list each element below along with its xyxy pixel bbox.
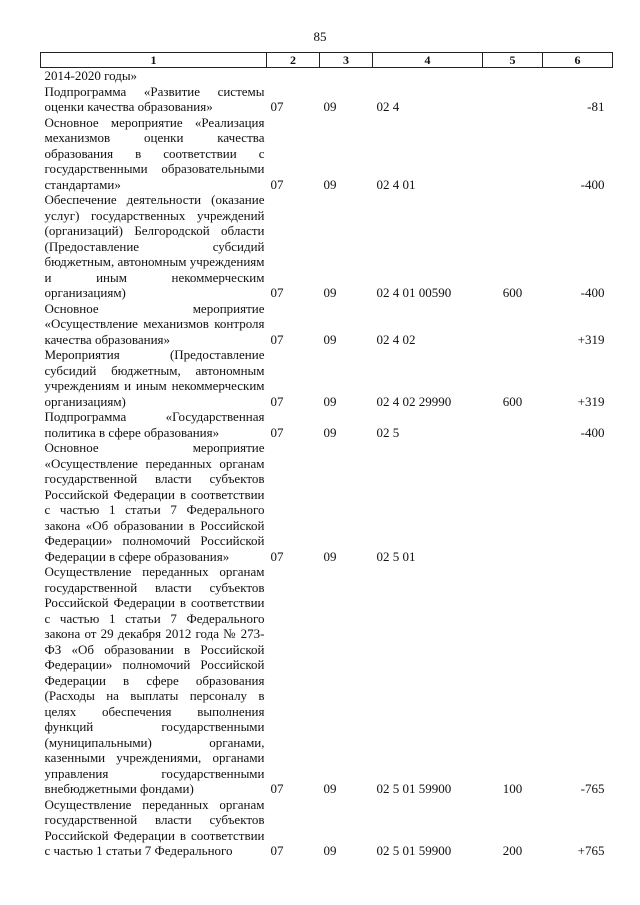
row-name: Основное мероприятие «Осуществление механизмов контроля качества образования»: [44, 300, 265, 347]
row-target-code: 02 5 01 59900: [376, 781, 452, 796]
row-section: 07: [270, 393, 284, 409]
header-col-4: 4: [373, 53, 483, 68]
budget-table: [40, 52, 613, 859]
row-expense-type: 600: [502, 393, 523, 409]
row-amount: +319: [577, 331, 605, 347]
row-section: 07: [270, 331, 284, 347]
row-target-code: [373, 68, 483, 84]
row-subsection: 09: [323, 176, 337, 192]
row-expense-type: [483, 440, 543, 564]
table-header: [41, 53, 613, 68]
row-amount: [543, 440, 613, 564]
table-row: [41, 84, 613, 115]
row-target-code: 02 5 01 59900: [376, 843, 452, 858]
row-expense-type: [483, 301, 543, 348]
row-expense-type: 200: [502, 843, 523, 858]
row-name: Подпрограмма «Развитие системы оценки качества образования»: [44, 83, 265, 114]
row-section: 07: [270, 781, 284, 796]
row-section: 07: [270, 548, 284, 564]
row-section: 07: [270, 99, 284, 114]
row-expense-type: 600: [502, 285, 523, 300]
row-subsection: 09: [323, 843, 337, 858]
header-col-6: 6: [543, 53, 613, 68]
table-row: [41, 192, 613, 301]
header-col-2: 2: [267, 53, 320, 68]
row-target-code: 02 4 02 29990: [376, 393, 452, 409]
table-row: [41, 440, 613, 564]
row-name: Основное мероприятие «Осуществление переданных органам государственной власти субъектов Российской Федерации в соответствии с частью 1 статьи 7 Федерального закона «Об образовании в Российской Федерации» полномочий Российской Федерации в сфере образования»: [44, 440, 265, 564]
table-row: [41, 68, 613, 84]
row-name: Основное мероприятие «Реализация механизмов оценки качества образования в соответствии с государственными образовательными стандартами»: [44, 114, 265, 192]
row-amount: +765: [577, 843, 605, 858]
row-expense-type: 100: [502, 781, 523, 796]
row-section: 07: [270, 843, 284, 858]
row-amount: -765: [580, 781, 605, 796]
row-expense-type: [483, 68, 543, 84]
row-subsection: 09: [323, 393, 337, 409]
table-row: [41, 347, 613, 409]
row-target-code: 02 4: [376, 99, 400, 114]
row-target-code: 02 5: [376, 424, 400, 440]
header-col-5: 5: [483, 53, 543, 68]
row-amount: +319: [577, 393, 605, 409]
row-target-code: 02 4 01: [376, 176, 416, 192]
table-row: [41, 564, 613, 797]
row-name: Осуществление переданных органам государственной власти субъектов Российской Федерации в соответствии с частью 1 статьи 7 Федерального закона от 29 декабря 2012 года № 273-ФЗ «Об образовании в Российской Федерации» полномочий Российской Федерации в сфере образования (Расходы на выплаты персоналу в целях обеспечения выполнения функций государственными (муниципальными) органами, казенными учреждениями, органами управления государственными внебюджетными фондами): [44, 564, 265, 796]
row-target-code: 02 4 02: [376, 331, 416, 347]
row-expense-type: [483, 115, 543, 193]
row-amount: [543, 68, 613, 84]
row-name: Подпрограмма «Государственная политика в сфере образования»: [44, 409, 265, 440]
row-name: 2014-2020 годы»: [44, 68, 138, 83]
row-expense-type: [483, 409, 543, 440]
row-name: Осуществление переданных органам государственной власти субъектов Российской Федерации в соответствии с частью 1 статьи 7 Федерального: [44, 796, 265, 858]
row-target-code: 02 5 01: [376, 548, 416, 564]
row-section: [267, 68, 320, 84]
table-row: [41, 797, 613, 859]
row-amount: -400: [580, 424, 605, 440]
row-name: Мероприятия (Предоставление субсидий бюджетным, автономным учреждениям и иным некоммерческим организациям): [44, 347, 265, 409]
row-subsection: 09: [323, 331, 337, 347]
table-row: [41, 115, 613, 193]
table-row: [41, 409, 613, 440]
row-section: 07: [270, 176, 284, 192]
row-target-code: 02 4 01 00590: [376, 285, 452, 300]
row-section: 07: [270, 285, 284, 300]
row-subsection: 09: [323, 781, 337, 796]
row-expense-type: [483, 84, 543, 115]
row-amount: -400: [580, 176, 605, 192]
row-name: Обеспечение деятельности (оказание услуг) государственных учреждений (организаций) Белгородской области (Предоставление субсидий бюджетным, автономным учреждениям и иным некоммерческим организациям): [44, 192, 265, 300]
row-subsection: 09: [323, 424, 337, 440]
page-number: 85: [313, 29, 327, 44]
table-body: [41, 68, 613, 859]
row-subsection: 09: [323, 548, 337, 564]
row-amount: -400: [580, 285, 605, 300]
row-subsection: 09: [323, 99, 337, 114]
header-col-1: 1: [41, 53, 267, 68]
row-amount: -81: [587, 99, 605, 114]
row-subsection: [320, 68, 373, 84]
header-col-3: 3: [320, 53, 373, 68]
table-row: [41, 301, 613, 348]
row-subsection: 09: [323, 285, 337, 300]
row-section: 07: [270, 424, 284, 440]
